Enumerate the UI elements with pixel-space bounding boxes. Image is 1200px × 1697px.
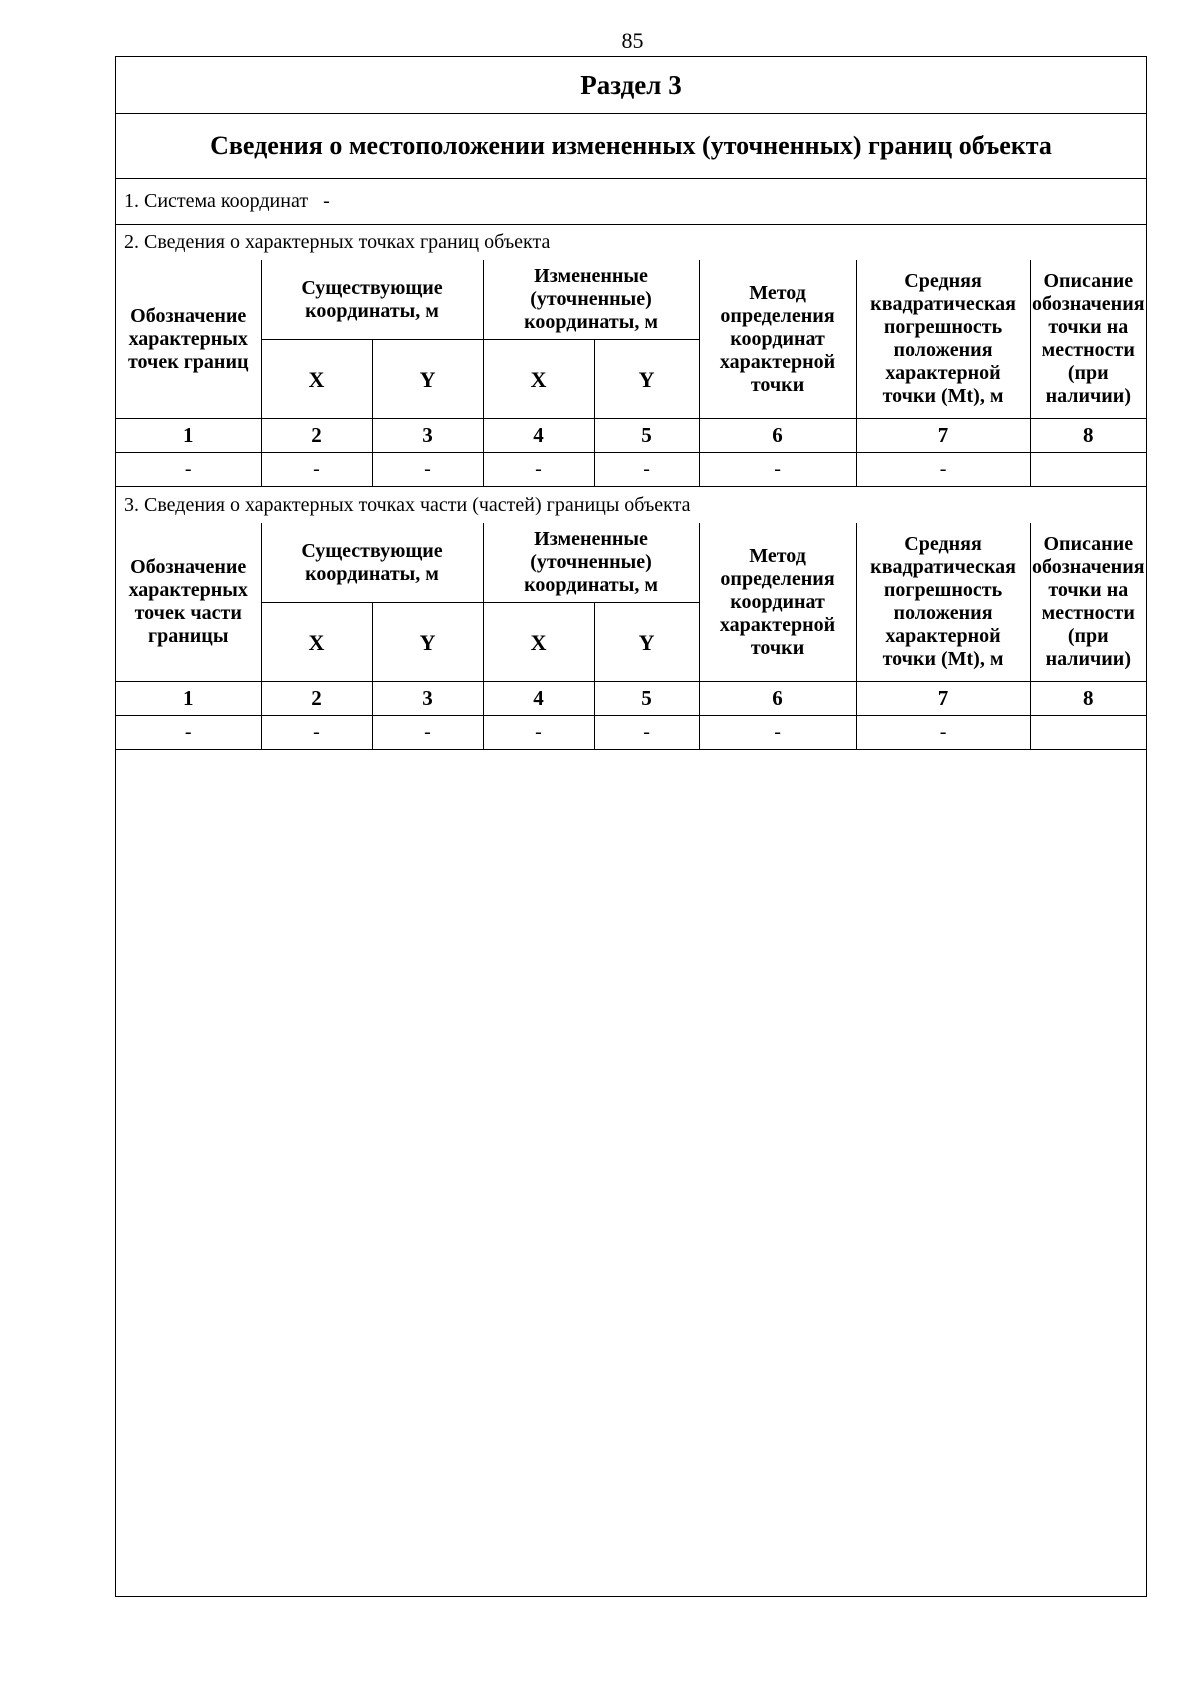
table-cell: -	[856, 453, 1030, 487]
column-number: 1	[116, 682, 261, 716]
header-designation: Обозначение характерных точек границ	[116, 260, 261, 419]
header-existing-x: X	[261, 603, 372, 682]
header-changed-coordinates: Измененные (уточненные) координаты, м	[483, 260, 699, 340]
column-number: 5	[594, 419, 699, 453]
header-description: Описание обозначения точки на местности (при наличии)	[1030, 260, 1146, 419]
part-boundary-points-table	[116, 523, 1146, 750]
table-cell	[1030, 716, 1146, 750]
column-number: 3	[372, 419, 483, 453]
header-method: Метод определения координат характерной точки	[699, 260, 856, 419]
column-number: 6	[699, 419, 856, 453]
table-cell: -	[699, 453, 856, 487]
characteristic-points-table	[116, 260, 1146, 487]
table-cell: -	[372, 453, 483, 487]
section-title: Раздел 3	[580, 70, 682, 100]
header-changed-x: X	[483, 340, 594, 419]
column-number: 3	[372, 682, 483, 716]
section-frame	[115, 56, 1147, 1597]
column-numbers-row	[116, 419, 1146, 453]
header-existing-y: Y	[372, 603, 483, 682]
table-cell: -	[594, 716, 699, 750]
table-row	[116, 453, 1146, 487]
table-cell: -	[699, 716, 856, 750]
column-number: 4	[483, 682, 594, 716]
header-existing-x: X	[261, 340, 372, 419]
column-number: 2	[261, 419, 372, 453]
column-numbers-row	[116, 682, 1146, 716]
column-number: 2	[261, 682, 372, 716]
header-changed-coordinates: Измененные (уточненные) координаты, м	[483, 523, 699, 603]
header-existing-y: Y	[372, 340, 483, 419]
section-subtitle: Сведения о местоположении измененных (уточненных) границ объекта	[210, 131, 1052, 160]
coordinate-system-value: -	[323, 190, 330, 212]
header-existing-coordinates: Существующие координаты, м	[261, 523, 483, 603]
table-cell: -	[261, 716, 372, 750]
column-number: 5	[594, 682, 699, 716]
header-changed-y: Y	[594, 340, 699, 419]
table-cell: -	[483, 716, 594, 750]
header-description: Описание обозначения точки на местности (при наличии)	[1030, 523, 1146, 682]
column-number: 8	[1030, 682, 1146, 716]
header-mean-error: Средняя квадратическая погрешность положения характерной точки (Mt), м	[856, 523, 1030, 682]
column-number: 6	[699, 682, 856, 716]
column-number: 8	[1030, 419, 1146, 453]
column-number: 1	[116, 419, 261, 453]
header-method: Метод определения координат характерной точки	[699, 523, 856, 682]
table2-caption: 3. Сведения о характерных точках части (частей) границы объекта	[124, 494, 691, 516]
header-changed-x: X	[483, 603, 594, 682]
column-number: 4	[483, 419, 594, 453]
header-existing-coordinates: Существующие координаты, м	[261, 260, 483, 340]
table-cell	[1030, 453, 1146, 487]
table-cell: -	[116, 453, 261, 487]
table-cell: -	[856, 716, 1030, 750]
coordinate-system-label: 1. Система координат	[124, 190, 309, 212]
column-number: 7	[856, 419, 1030, 453]
header-designation: Обозначение характерных точек части границы	[116, 523, 261, 682]
table-cell: -	[372, 716, 483, 750]
table-cell: -	[594, 453, 699, 487]
header-changed-y: Y	[594, 603, 699, 682]
table-cell: -	[483, 453, 594, 487]
header-mean-error: Средняя квадратическая погрешность положения характерной точки (Mt), м	[856, 260, 1030, 419]
table-cell: -	[261, 453, 372, 487]
page-number: 85	[621, 28, 644, 53]
table-cell: -	[116, 716, 261, 750]
table-row	[116, 716, 1146, 750]
coordinate-system-line	[116, 179, 1146, 224]
table1-caption: 2. Сведения о характерных точках границ объекта	[124, 231, 551, 253]
column-number: 7	[856, 682, 1030, 716]
